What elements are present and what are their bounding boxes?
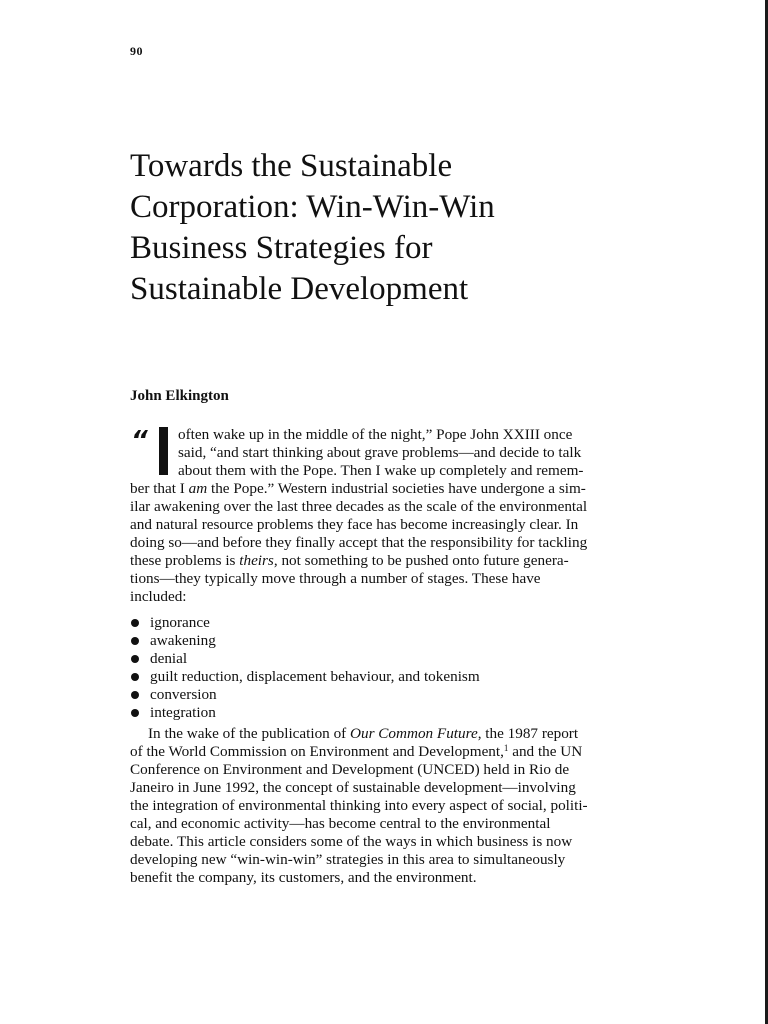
intro-paragraph: [130, 426, 642, 606]
title-line: Sustainable Development: [130, 271, 469, 307]
text-run: the Pope.” Western industrial societies have undergone a sim-: [207, 480, 586, 497]
list-item-text: conversion: [150, 686, 217, 703]
text-line: [130, 480, 642, 498]
bullet-icon: [131, 709, 139, 717]
list-item: [130, 614, 642, 632]
text-line: and natural resource problems they face has become increasingly clear. In: [130, 516, 579, 533]
text-run: these problems is: [130, 552, 240, 569]
bullet-icon: [131, 655, 139, 663]
text-line: Janeiro in June 1992, the concept of sustainable development—involving: [130, 779, 576, 796]
bullet-icon: [131, 619, 139, 627]
second-paragraph: [130, 725, 642, 887]
dropcap-letter: [159, 427, 168, 475]
footnote-marker: 1: [503, 743, 509, 753]
list-item: [130, 704, 642, 722]
text-line: the integration of environmental thinking into every aspect of social, politi-: [130, 797, 588, 814]
text-line: [130, 743, 642, 761]
list-item: [130, 686, 642, 704]
stages-list: [130, 614, 642, 722]
list-item: [130, 668, 642, 686]
page-number: 90: [130, 44, 143, 58]
bullet-icon: [131, 637, 139, 645]
text-line: about them with the Pope. Then I wake up completely and remem-: [178, 462, 584, 479]
text-line: tions—they typically move through a number of stages. These have: [130, 570, 541, 587]
text-line: said, “and start thinking about grave problems—and decide to talk: [178, 444, 582, 461]
title-line: Towards the Sustainable: [130, 148, 453, 184]
text-line: benefit the company, its customers, and the environment.: [130, 869, 477, 886]
opening-quote-mark: “: [131, 426, 145, 456]
title-line: Corporation: Win-Win-Win: [130, 189, 495, 225]
text-run: ber that I: [130, 480, 189, 497]
bullet-icon: [131, 673, 139, 681]
text-line: included:: [130, 588, 187, 605]
title-line: Business Strategies for: [130, 230, 433, 266]
text-line: doing so—and before they finally accept that the responsibility for tackling: [130, 534, 588, 551]
list-item-text: guilt reduction, displacement behaviour, and tokenism: [150, 668, 480, 685]
list-item-text: ignorance: [150, 614, 210, 631]
list-item-text: awakening: [150, 632, 216, 649]
book-title: Our Common Future: [350, 725, 478, 742]
text-run: , not something to be pushed onto future genera-: [273, 552, 569, 569]
text-run: and the UN: [508, 743, 583, 760]
text-line: developing new “win-win-win” strategies in this area to simultaneously: [130, 851, 566, 868]
text-line: often wake up in the middle of the night,” Pope John XXIII once: [178, 426, 573, 443]
article-title: [130, 146, 650, 310]
text-line: debate. This article considers some of the ways in which business is now: [130, 833, 573, 850]
text-line: [130, 725, 642, 743]
article-body: [130, 426, 642, 887]
author-name: John Elkington: [130, 388, 229, 404]
text-line: ilar awakening over the last three decades as the scale of the environmental: [130, 498, 588, 515]
text-run: , the 1987 report: [477, 725, 579, 742]
list-item: [130, 632, 642, 650]
list-item-text: denial: [150, 650, 188, 667]
text-line: [130, 552, 642, 570]
list-item: [130, 650, 642, 668]
text-run: of the World Commission on Environment and Development,: [130, 743, 504, 760]
text-line: Conference on Environment and Development (UNCED) held in Rio de: [130, 761, 570, 778]
list-item-text: integration: [150, 704, 216, 721]
text-line: cal, and economic activity—has become central to the environmental: [130, 815, 551, 832]
text-run: In the wake of the publication of: [148, 725, 351, 742]
bullet-icon: [131, 691, 139, 699]
emphasis: theirs: [239, 552, 274, 569]
emphasis: am: [188, 480, 208, 497]
